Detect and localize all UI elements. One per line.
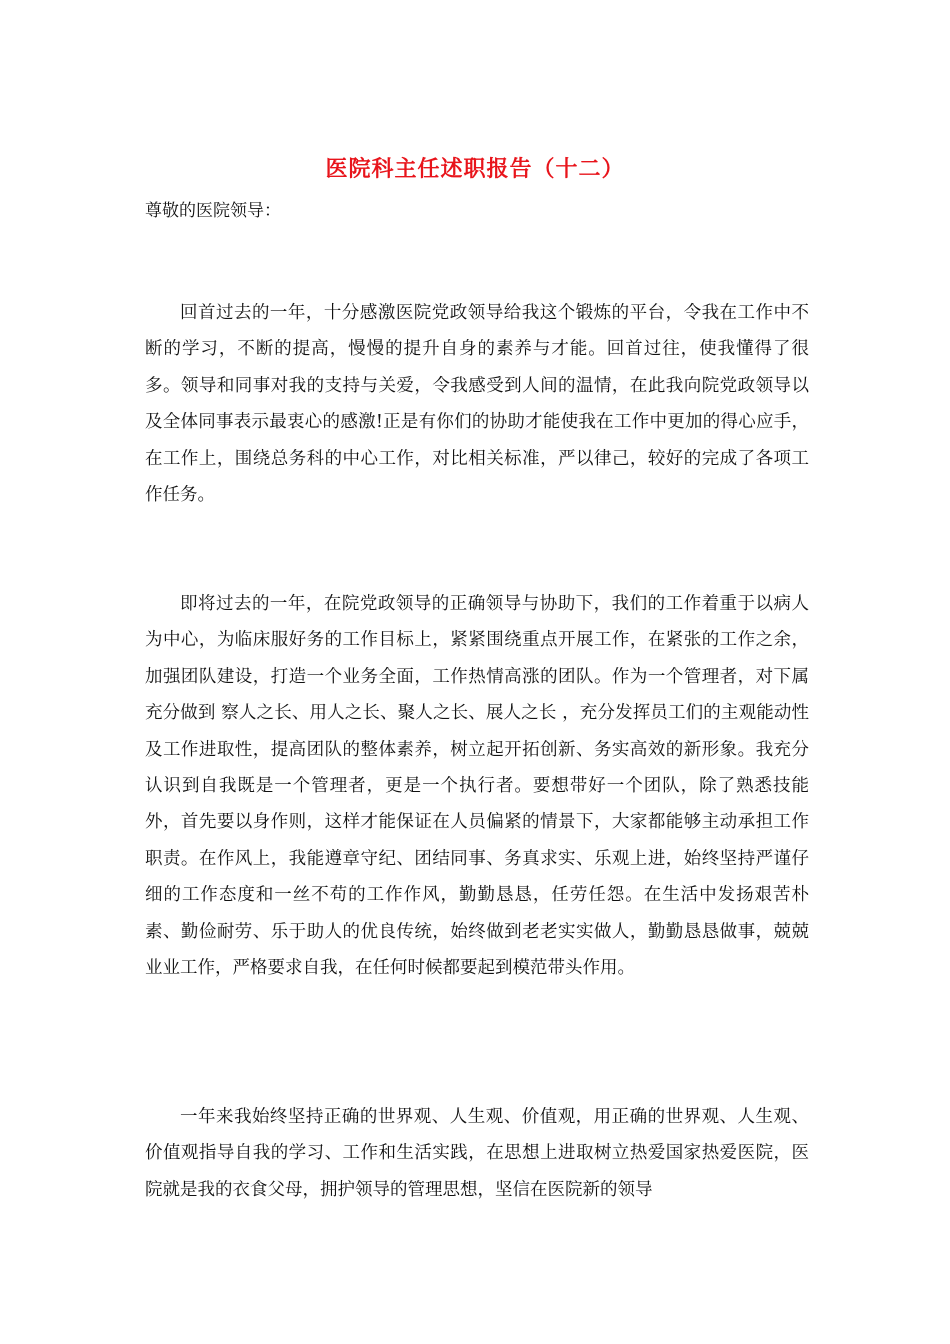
paragraph: 回首过去的一年，十分感激医院党政领导给我这个锻炼的平台，令我在工作中不断的学习，不断的提高，慢慢的提升自身的素养与才能。回首过往，使我懂得了很多。领导和同事对我的支持与关爱，令我感受到人间的温情，在此我向院党政领导以及全体同事表示最衷心的感激!正是有你们的协助才能使我在工作中更加的得心应手，在工作上，围绕总务科的中心工作，对比相关标准，严以律己，较好的完成了各项工作任务。 xyxy=(145,303,809,506)
paragraph: 一年来我始终坚持正确的世界观、人生观、价值观，用正确的世界观、人生观、价值观指导自我的学习、工作和生活实践，在思想上进取树立热爱国家热爱医院，医院就是我的衣食父母，拥护领导的管理思想，坚信在医院新的领导 xyxy=(145,1107,809,1200)
document-title: 医院科主任述职报告（十二） xyxy=(325,156,625,182)
paragraph: 即将过去的一年，在院党政领导的正确领导与协助下，我们的工作着重于以病人为中心，为临床服好务的工作目标上，紧紧围绕重点开展工作，在紧张的工作之余，加强团队建设，打造一个业务全面，工作热情高涨的团队。作为一个管理者，对下属充分做到 察人之长、用人之长、聚人之长、展人之长 ，充分发挥员工们的主观能动性及工作进取性，提高团队的整体素养，树立起开拓创新、务实高效的新形象。我充分认识到自我既是一个管理者，更是一个执行者。要想带好一个团队，除了熟悉技能外，首先要以身作则，这样才能保证在人员偏紧的情景下，大家都能够主动承担工作职责。在作风上，我能遵章守纪、团结同事、务真求实、乐观上进，始终坚持严谨仔细的工作态度和一丝不苟的工作作风，勤勤恳恳，任劳任怨。在生活中发扬艰苦朴素、勤俭耐劳、乐于助人的优良传统，始终做到老老实实做人，勤勤恳恳做事，兢兢业业工作，严格要求自我，在任何时候都要起到模范带头作用。 xyxy=(145,594,809,979)
salutation: 尊敬的医院领导： xyxy=(145,201,281,221)
